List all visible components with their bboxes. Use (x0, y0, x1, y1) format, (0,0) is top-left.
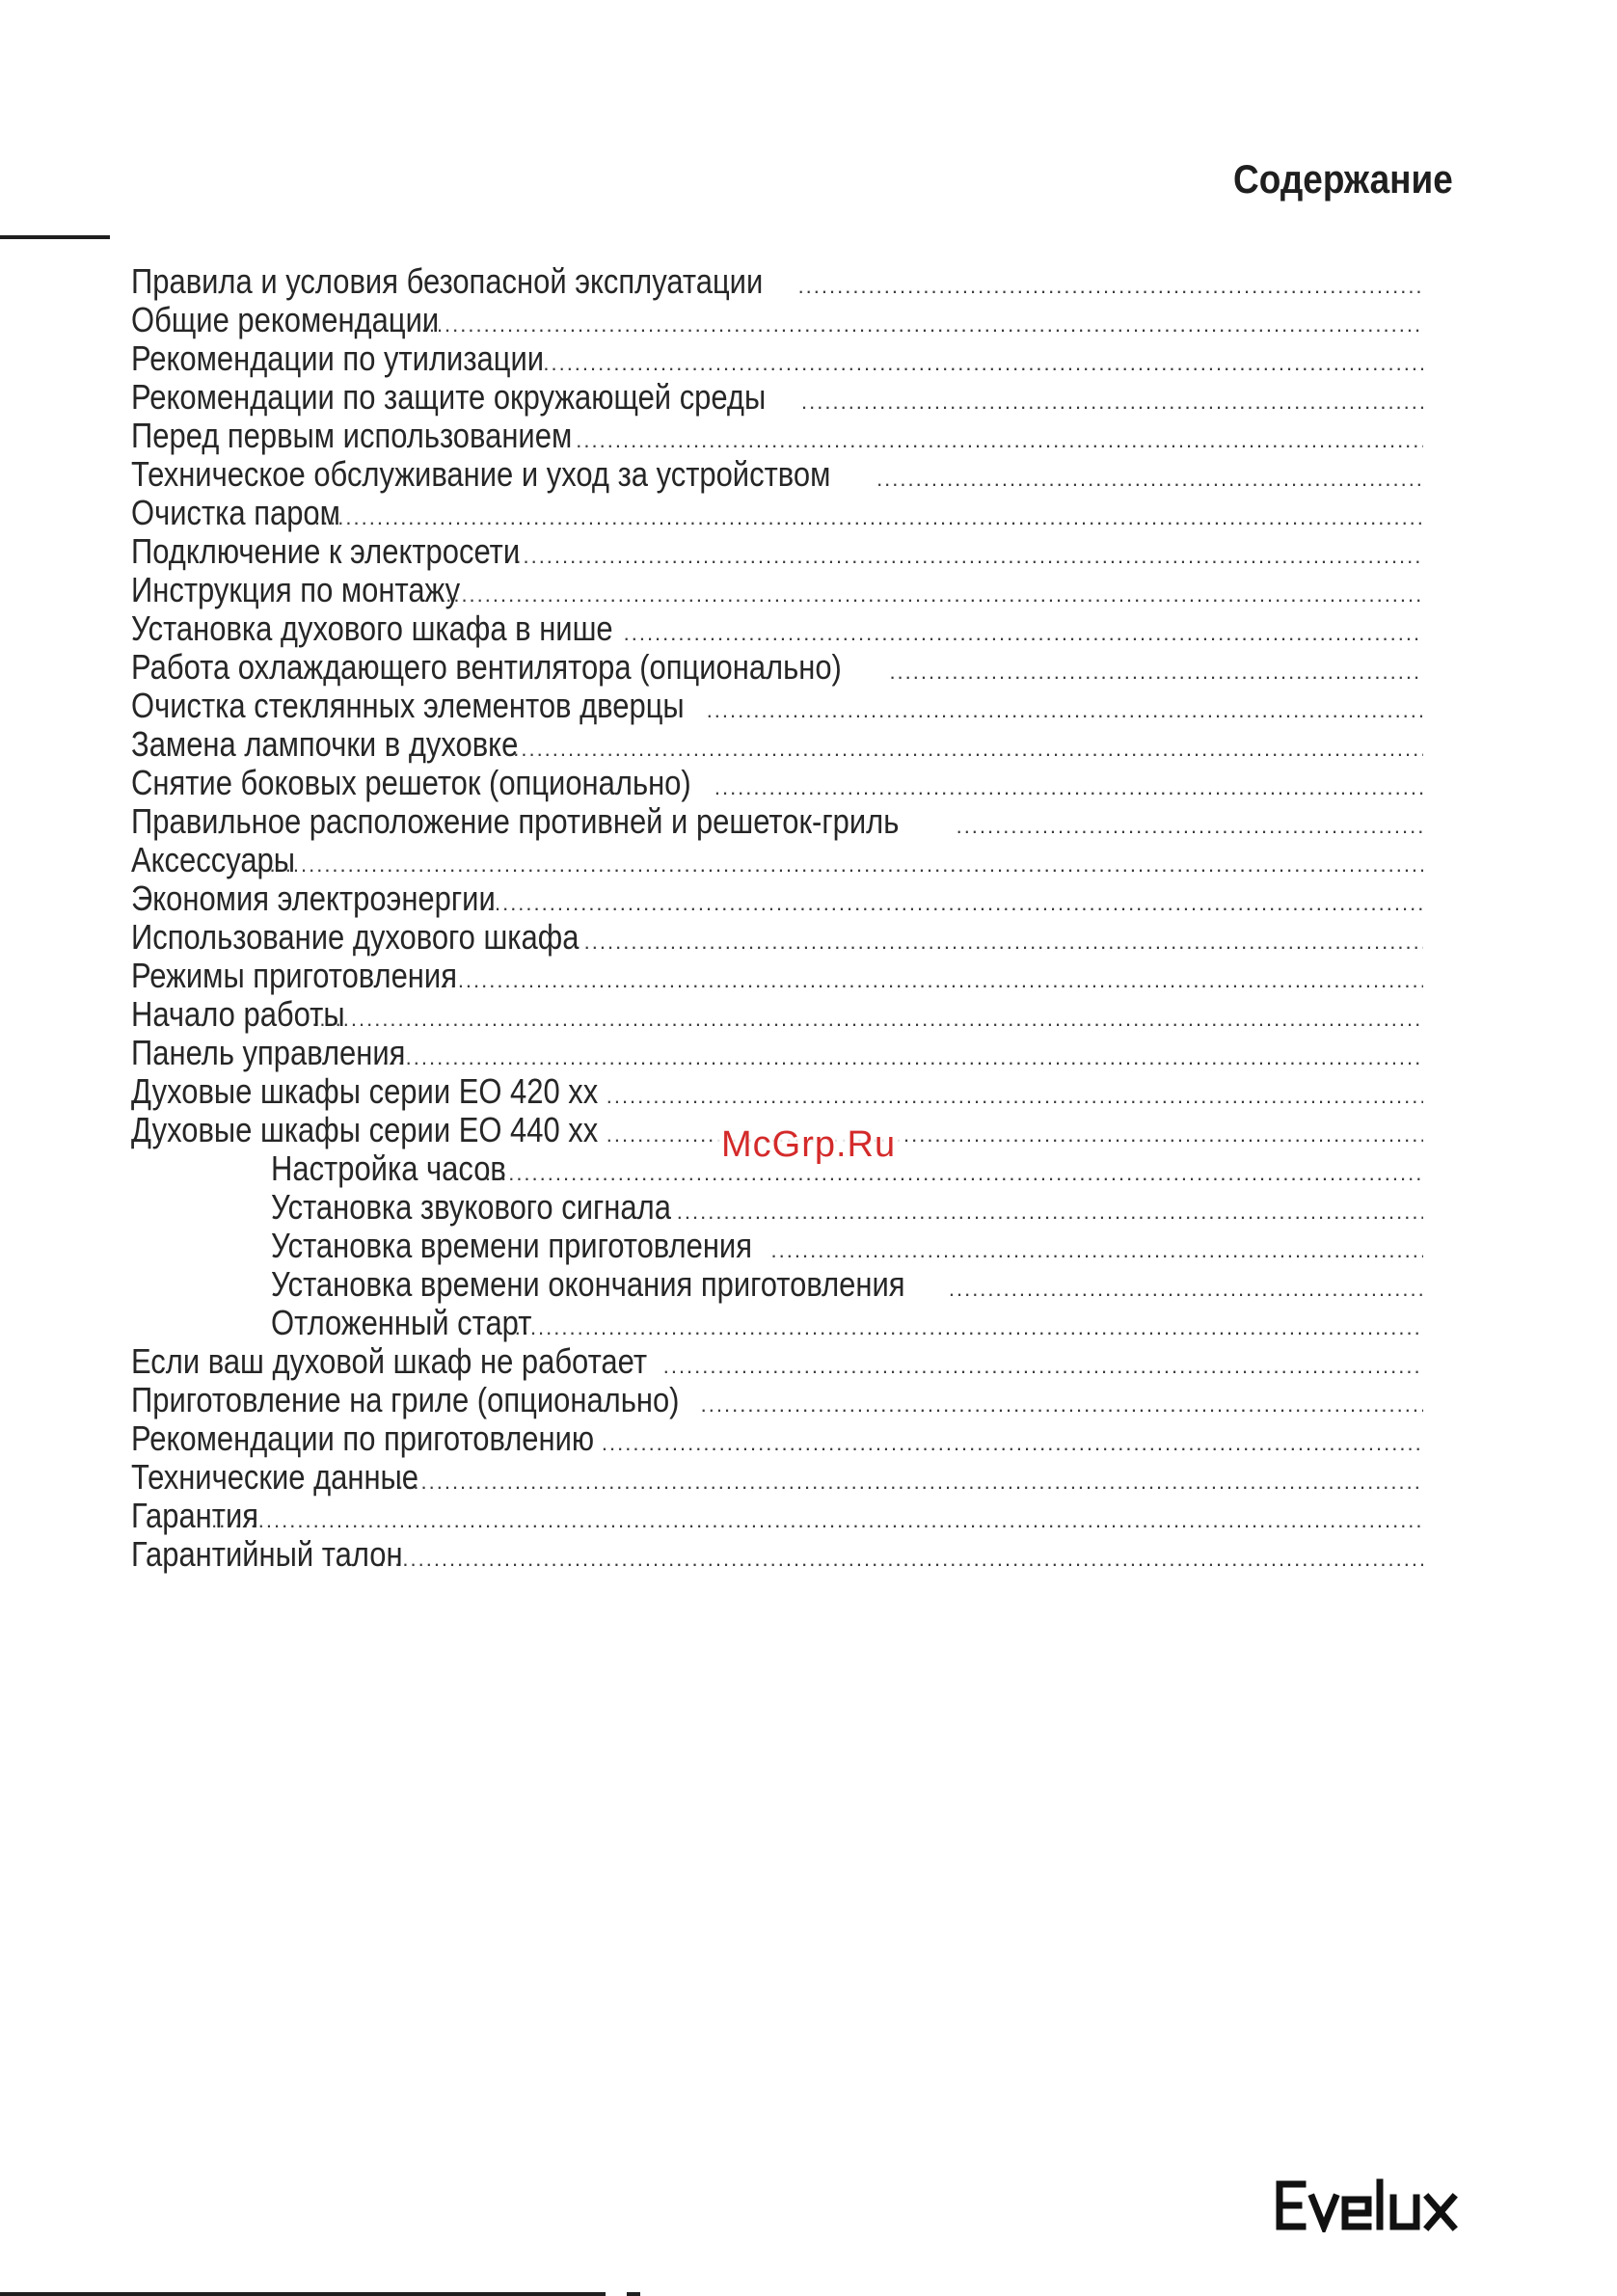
toc-item-label: Настройка часов (271, 1149, 506, 1188)
toc-leader-dots (771, 1231, 1423, 1265)
brand-logo (1274, 2178, 1497, 2232)
toc-item-label: Приготовление на гриле (опционально) (131, 1381, 680, 1419)
toc-item[interactable] (131, 995, 1423, 1034)
toc-item-label: Замена лампочки в духовке (131, 725, 519, 764)
toc-item-label: Рекомендации по защите окружающей среды (131, 378, 767, 417)
toc-item[interactable] (131, 918, 1423, 957)
toc-leader-dots (957, 807, 1423, 841)
toc-item-label: Работа охлаждающего вентилятора (опционально) (131, 648, 842, 687)
toc-leader-dots (798, 267, 1423, 301)
table-of-contents (131, 262, 1423, 1574)
toc-item[interactable] (131, 262, 1423, 301)
footer-tick (627, 2292, 640, 2296)
toc-item[interactable] (131, 1188, 1423, 1227)
toc-item[interactable] (131, 494, 1423, 532)
toc-item[interactable] (131, 609, 1423, 648)
toc-item[interactable] (131, 764, 1423, 802)
toc-leader-dots (889, 653, 1423, 687)
toc-item[interactable] (131, 841, 1423, 879)
toc-item-label: Очистка паром (131, 494, 340, 532)
toc-item[interactable] (131, 378, 1423, 417)
toc-item[interactable] (131, 802, 1423, 841)
toc-item-label: Установка времени окончания приготовления (271, 1265, 905, 1304)
toc-item[interactable] (131, 1072, 1423, 1111)
toc-item-label: Гарантийный талон (131, 1535, 403, 1574)
toc-item-label: Установка духового шкафа в нише (131, 609, 613, 648)
toc-item[interactable] (131, 1342, 1423, 1381)
toc-item-label: Духовые шкафы серии ЕО 440 хх (131, 1111, 599, 1149)
toc-item[interactable] (131, 339, 1423, 378)
toc-item-label: Если ваш духовой шкаф не работает (131, 1342, 648, 1381)
toc-item[interactable] (131, 687, 1423, 725)
toc-leader-dots (801, 383, 1423, 417)
toc-item-label: Установка времени приготовления (271, 1227, 752, 1265)
toc-item[interactable] (131, 1535, 1423, 1574)
toc-item-label: Панель управления (131, 1034, 406, 1072)
toc-leader-dots (584, 923, 1423, 957)
toc-item[interactable] (131, 725, 1423, 764)
toc-item-label: Режимы приготовления (131, 957, 457, 995)
toc-item-label: Использование духового шкафа (131, 918, 579, 957)
toc-leader-dots (487, 884, 1423, 918)
toc-leader-dots (379, 1540, 1423, 1574)
toc-item-label: Начало работы (131, 995, 345, 1034)
toc-item[interactable] (131, 1381, 1423, 1419)
header-rule (0, 235, 110, 239)
toc-leader-dots (513, 730, 1423, 764)
toc-item-label: Установка звукового сигнала (271, 1188, 671, 1227)
toc-item-label: Аксессуары (131, 841, 296, 879)
toc-leader-dots (311, 1000, 1423, 1034)
toc-item-label: Правила и условия безопасной эксплуатации (131, 262, 764, 301)
toc-leader-dots (606, 1077, 1423, 1111)
toc-leader-dots (443, 961, 1423, 995)
toc-leader-dots (543, 344, 1423, 378)
toc-leader-dots (515, 1309, 1423, 1342)
toc-item[interactable] (131, 879, 1423, 918)
toc-item-label: Общие рекомендации (131, 301, 440, 339)
toc-leader-dots (445, 576, 1423, 609)
toc-item[interactable] (131, 1304, 1423, 1342)
toc-item[interactable] (131, 455, 1423, 494)
toc-item-label: Снятие боковых решеток (опционально) (131, 764, 691, 802)
toc-item-label: Очистка стеклянных элементов дверцы (131, 687, 685, 725)
toc-leader-dots (707, 691, 1423, 725)
toc-item[interactable] (131, 571, 1423, 609)
toc-item-label: Технические данные (131, 1458, 419, 1497)
toc-item-label: Рекомендации по приготовлению (131, 1419, 595, 1458)
toc-item-label: Рекомендации по утилизации (131, 339, 545, 378)
toc-item[interactable] (131, 1265, 1423, 1304)
toc-item[interactable] (131, 957, 1423, 995)
toc-leader-dots (714, 769, 1423, 802)
toc-item[interactable] (131, 417, 1423, 455)
toc-item[interactable] (131, 1227, 1423, 1265)
toc-item-label: Отложенный старт (271, 1304, 532, 1342)
toc-leader-dots (663, 1347, 1423, 1381)
toc-item-label: Духовые шкафы серии ЕО 420 хх (131, 1072, 599, 1111)
toc-leader-dots (677, 1193, 1423, 1227)
toc-item-label: Правильное расположение противней и решеток-гриль (131, 802, 900, 841)
watermark: McGrp.Ru (717, 1124, 900, 1166)
toc-item[interactable] (131, 1034, 1423, 1072)
toc-leader-dots (602, 1424, 1423, 1458)
toc-item-label: Экономия электроэнергии (131, 879, 496, 918)
toc-leader-dots (211, 1501, 1423, 1535)
toc-leader-dots (624, 614, 1423, 648)
toc-leader-dots (382, 1039, 1423, 1072)
toc-item[interactable] (131, 1419, 1423, 1458)
toc-leader-dots (421, 306, 1423, 339)
toc-leader-dots (949, 1270, 1423, 1304)
toc-item[interactable] (131, 1458, 1423, 1497)
toc-leader-dots (307, 499, 1423, 532)
toc-leader-dots (485, 1154, 1423, 1188)
toc-leader-dots (254, 846, 1423, 879)
toc-leader-dots (876, 460, 1423, 494)
toc-item-label: Техническое обслуживание и уход за устройством (131, 455, 831, 494)
toc-leader-dots (515, 537, 1423, 571)
toc-leader-dots (701, 1386, 1423, 1419)
toc-item[interactable] (131, 532, 1423, 571)
toc-leader-dots (576, 421, 1423, 455)
page-title: Содержание (1233, 156, 1453, 202)
toc-leader-dots (397, 1463, 1423, 1497)
toc-item[interactable] (131, 1497, 1423, 1535)
toc-item-label: Подключение к электросети (131, 532, 521, 571)
toc-item[interactable] (131, 301, 1423, 339)
footer-rule (0, 2292, 606, 2296)
toc-item[interactable] (131, 648, 1423, 687)
toc-item-label: Гарантия (131, 1497, 259, 1535)
toc-item-label: Инструкция по монтажу (131, 571, 461, 609)
toc-item-label: Перед первым использованием (131, 417, 573, 455)
